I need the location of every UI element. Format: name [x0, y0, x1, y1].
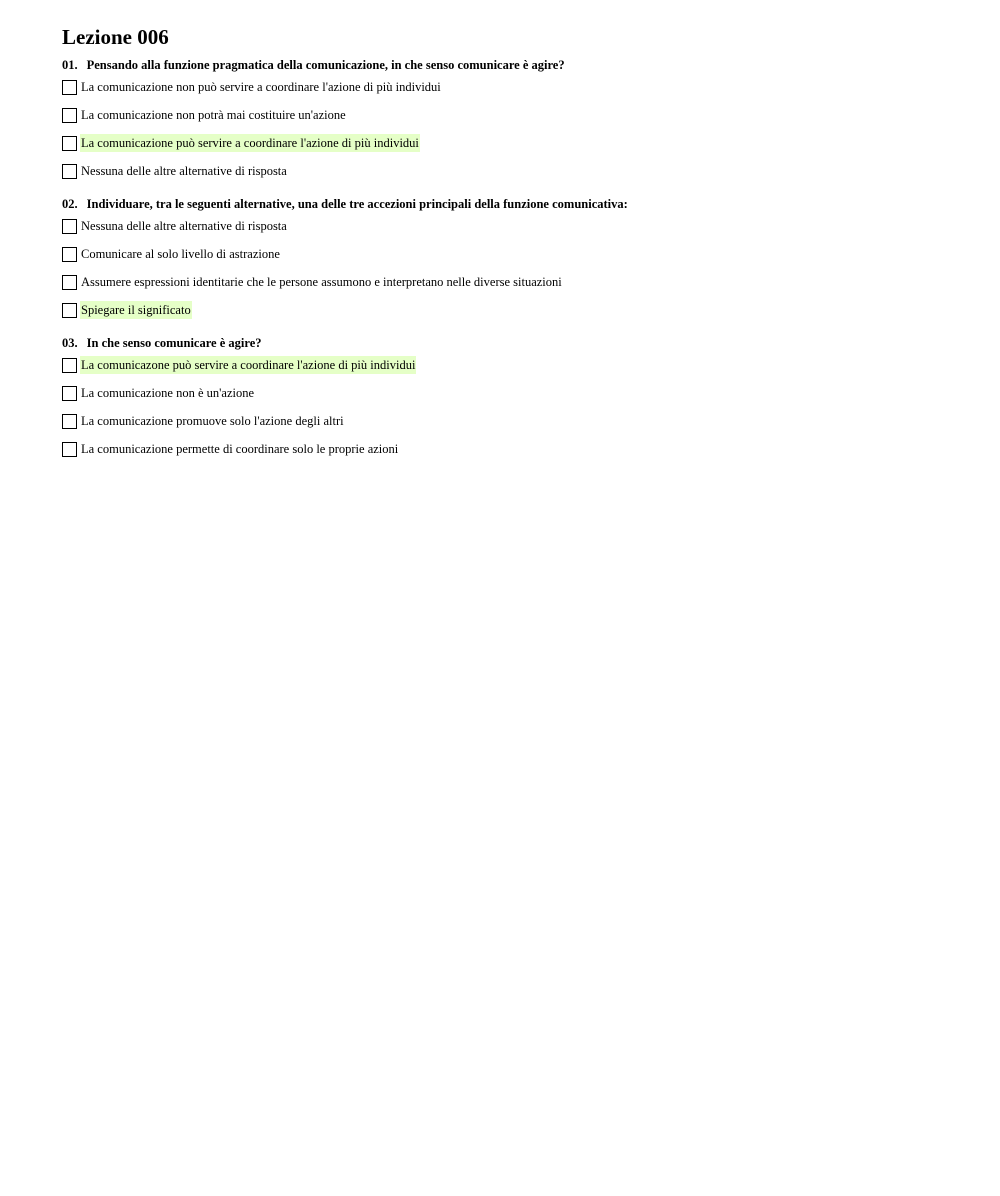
answer-text: Comunicare al solo livello di astrazione — [81, 247, 280, 261]
answer-text: Nessuna delle altre alternative di risposta — [81, 219, 287, 233]
answer-checkbox[interactable] — [62, 247, 77, 262]
answer-checkbox[interactable] — [62, 442, 77, 457]
answer-option — [62, 78, 1000, 96]
page-title: Lezione 006 — [62, 25, 169, 49]
answer-text: La comunicazione non può servire a coordinare l'azione di più individui — [81, 80, 441, 94]
question-text: Pensando alla funzione pragmatica della comunicazione, in che senso comunicare è agire? — [86, 58, 565, 72]
question-01 — [62, 56, 1000, 180]
question-text: Individuare, tra le seguenti alternative, una delle tre accezioni principali della funzione comunicativa: — [86, 197, 628, 211]
answer-option-correct — [62, 134, 1000, 152]
answer-text: Nessuna delle altre alternative di risposta — [81, 164, 287, 178]
answer-text-highlighted: Spiegare il significato — [81, 303, 191, 317]
answer-checkbox[interactable] — [62, 414, 77, 429]
answer-option — [62, 384, 1000, 402]
question-number: 02. — [62, 197, 78, 211]
answer-text-highlighted: La comunicazone può servire a coordinare l'azione di più individui — [81, 358, 416, 372]
answer-checkbox[interactable] — [62, 358, 77, 373]
answer-checkbox[interactable] — [62, 80, 77, 95]
answer-option-correct — [62, 301, 1000, 319]
answer-option — [62, 162, 1000, 180]
answer-option-correct — [62, 356, 1000, 374]
question-heading — [62, 56, 1000, 74]
answer-text: La comunicazione non potrà mai costituire un'azione — [81, 108, 346, 122]
answer-option — [62, 440, 1000, 458]
answer-option — [62, 273, 1000, 291]
answer-option — [62, 106, 1000, 124]
question-heading — [62, 334, 1000, 352]
answer-text: La comunicazione promuove solo l'azione degli altri — [81, 414, 344, 428]
answer-checkbox[interactable] — [62, 386, 77, 401]
question-number: 01. — [62, 58, 78, 72]
answer-option — [62, 217, 1000, 235]
question-02 — [62, 195, 1000, 319]
answer-text: La comunicazione non è un'azione — [81, 386, 255, 400]
answer-checkbox[interactable] — [62, 303, 77, 318]
question-number: 03. — [62, 336, 78, 350]
answer-text: Assumere espressioni identitarie che le persone assumono e interpretano nelle diverse situazioni — [81, 275, 562, 289]
question-heading — [62, 195, 1000, 213]
answer-checkbox[interactable] — [62, 136, 77, 151]
answer-text: La comunicazione permette di coordinare solo le proprie azioni — [81, 442, 399, 456]
answer-checkbox[interactable] — [62, 275, 77, 290]
question-03 — [62, 334, 1000, 458]
answer-option — [62, 412, 1000, 430]
answer-option — [62, 245, 1000, 263]
question-text: In che senso comunicare è agire? — [86, 336, 262, 350]
answer-text-highlighted: La comunicazione può servire a coordinare l'azione di più individui — [81, 136, 419, 150]
answer-checkbox[interactable] — [62, 108, 77, 123]
answer-checkbox[interactable] — [62, 219, 77, 234]
answer-checkbox[interactable] — [62, 164, 77, 179]
